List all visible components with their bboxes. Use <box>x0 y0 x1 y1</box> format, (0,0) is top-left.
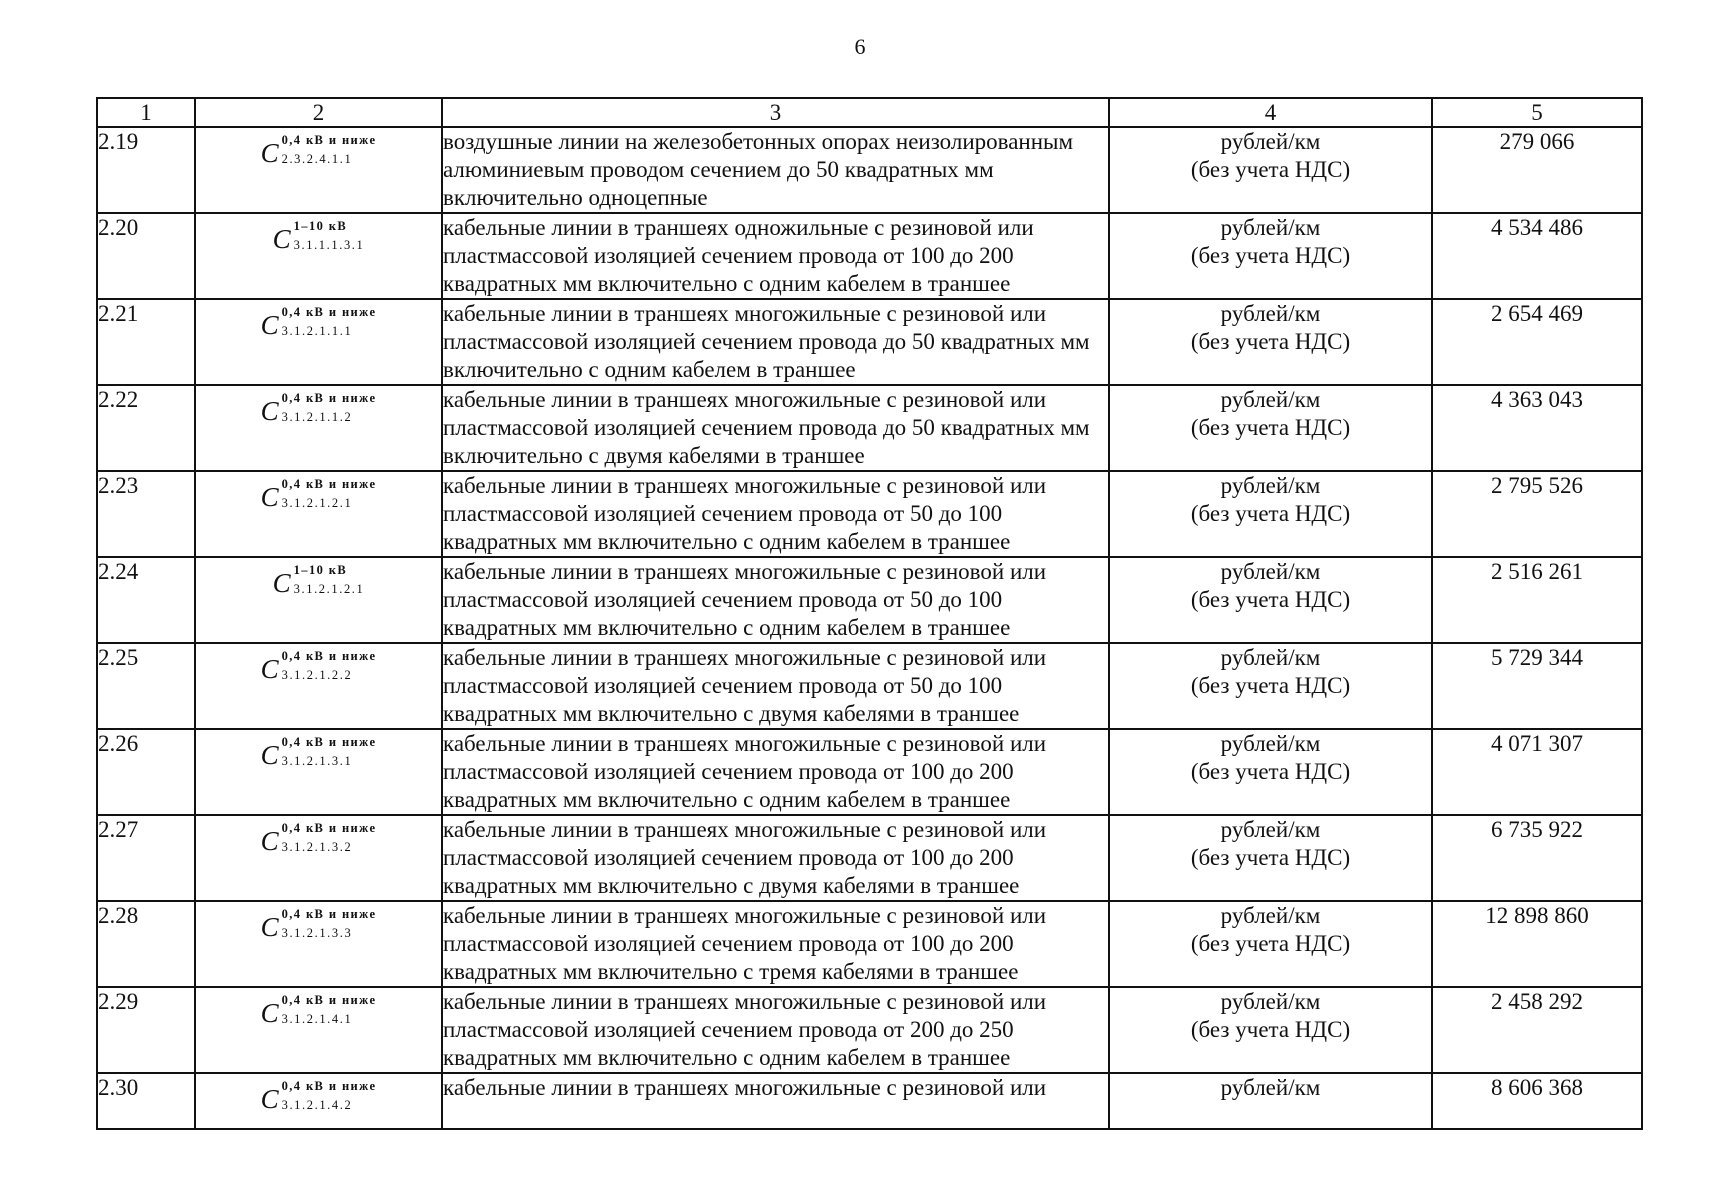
unit-cell <box>1109 815 1432 901</box>
row-number: 2.30 <box>97 1073 195 1129</box>
unit-main: рублей/км <box>1220 989 1321 1014</box>
unit-main: рублей/км <box>1220 645 1321 670</box>
value-cell: 4 534 486 <box>1432 213 1642 299</box>
voltage-superscript: 0,4 кВ и ниже <box>281 907 377 921</box>
unit-note: (без учета НДС) <box>1190 1017 1351 1042</box>
code-subscript: 3.1.2.1.2.1 <box>281 496 353 510</box>
voltage-superscript: 0,4 кВ и ниже <box>281 649 377 663</box>
table-body <box>97 127 1642 1129</box>
rate-symbol: C <box>260 654 279 684</box>
rates-table <box>96 97 1643 1130</box>
unit-note: (без учета НДС) <box>1190 587 1351 612</box>
unit-main: рублей/км <box>1220 1075 1321 1100</box>
rate-symbol: C <box>260 740 279 770</box>
rate-code-cell <box>195 557 442 643</box>
rate-code-cell <box>195 213 442 299</box>
rate-indices <box>282 304 377 339</box>
unit-note: (без учета НДС) <box>1190 845 1351 870</box>
rate-code-cell <box>195 643 442 729</box>
rate-symbol: C <box>260 482 279 512</box>
value-cell: 12 898 860 <box>1432 901 1642 987</box>
rate-formula <box>261 820 377 856</box>
unit-main: рублей/км <box>1220 387 1321 412</box>
unit-cell <box>1109 1073 1432 1129</box>
table-row <box>97 299 1642 385</box>
description-cell: кабельные линии в траншеях многожильные с резиновой или пластмассовой изоляцией сечением провода от 50 до 100 квадратных мм включительно с двумя кабелями в траншее <box>442 643 1109 729</box>
unit-cell <box>1109 385 1432 471</box>
table-row <box>97 815 1642 901</box>
rate-formula <box>261 648 377 684</box>
description-cell: кабельные линии в траншеях многожильные с резиновой или пластмассовой изоляцией сечением провода от 50 до 100 квадратных мм включительно с одним кабелем в траншее <box>442 471 1109 557</box>
rate-formula <box>261 1078 377 1114</box>
value-cell: 2 654 469 <box>1432 299 1642 385</box>
voltage-superscript: 0,4 кВ и ниже <box>281 391 377 405</box>
unit-main: рублей/км <box>1220 473 1321 498</box>
code-subscript: 3.1.2.1.3.2 <box>281 840 353 854</box>
value-cell: 2 458 292 <box>1432 987 1642 1073</box>
description-cell: кабельные линии в траншеях многожильные с резиновой или пластмассовой изоляцией сечением провода от 100 до 200 квадратных мм включительно с тремя кабелями в траншее <box>442 901 1109 987</box>
page-number: 6 <box>854 34 866 59</box>
unit-note: (без учета НДС) <box>1190 673 1351 698</box>
unit-main: рублей/км <box>1220 903 1321 928</box>
rate-indices <box>294 562 365 597</box>
value-cell: 2 516 261 <box>1432 557 1642 643</box>
row-number: 2.28 <box>97 901 195 987</box>
row-number: 2.25 <box>97 643 195 729</box>
code-subscript: 3.1.1.1.3.1 <box>293 238 365 252</box>
code-subscript: 3.1.2.1.4.1 <box>281 1012 353 1026</box>
code-subscript: 2.3.2.4.1.1 <box>281 152 353 166</box>
voltage-superscript: 1–10 кВ <box>293 563 348 577</box>
value-cell: 2 795 526 <box>1432 471 1642 557</box>
header-col-1: 1 <box>97 98 195 127</box>
unit-note: (без учета НДС) <box>1190 157 1351 182</box>
description-cell: кабельные линии в траншеях многожильные с резиновой или пластмассовой изоляцией сечением провода от 50 до 100 квадратных мм включительно с одним кабелем в траншее <box>442 557 1109 643</box>
rate-indices <box>282 1078 377 1113</box>
rate-code-cell <box>195 471 442 557</box>
description-cell: кабельные линии в траншеях многожильные с резиновой или пластмассовой изоляцией сечением провода от 100 до 200 квадратных мм включительно с одним кабелем в траншее <box>442 729 1109 815</box>
rate-symbol: C <box>272 224 291 254</box>
rate-indices <box>282 390 377 425</box>
description-cell: кабельные линии в траншеях многожильные с резиновой или <box>442 1073 1109 1129</box>
table-row <box>97 729 1642 815</box>
code-subscript: 3.1.2.1.1.2 <box>281 410 353 424</box>
voltage-superscript: 0,4 кВ и ниже <box>281 305 377 319</box>
unit-note: (без учета НДС) <box>1190 243 1351 268</box>
value-cell: 279 066 <box>1432 127 1642 213</box>
rate-symbol: C <box>272 568 291 598</box>
table-row <box>97 471 1642 557</box>
description-cell: кабельные линии в траншеях многожильные с резиновой или пластмассовой изоляцией сечением провода от 200 до 250 квадратных мм включительно с одним кабелем в траншее <box>442 987 1109 1073</box>
rate-code-cell <box>195 901 442 987</box>
row-number: 2.24 <box>97 557 195 643</box>
value-cell: 6 735 922 <box>1432 815 1642 901</box>
value-cell: 8 606 368 <box>1432 1073 1642 1129</box>
unit-note: (без учета НДС) <box>1190 329 1351 354</box>
rate-formula <box>261 734 377 770</box>
unit-note: (без учета НДС) <box>1190 415 1351 440</box>
rate-indices <box>282 992 377 1027</box>
rate-formula <box>261 906 377 942</box>
code-subscript: 3.1.2.1.2.1 <box>293 582 365 596</box>
rate-symbol: C <box>260 396 279 426</box>
description-cell: воздушные линии на железобетонных опорах неизолированным алюминиевым проводом сечением до 50 квадратных мм включительно одноцепные <box>442 127 1109 213</box>
row-number: 2.29 <box>97 987 195 1073</box>
row-number: 2.21 <box>97 299 195 385</box>
header-row <box>97 98 1642 127</box>
description-cell: кабельные линии в траншеях многожильные с резиновой или пластмассовой изоляцией сечением провода от 100 до 200 квадратных мм включительно с двумя кабелями в траншее <box>442 815 1109 901</box>
rate-symbol: C <box>260 138 279 168</box>
voltage-superscript: 0,4 кВ и ниже <box>281 477 377 491</box>
unit-cell <box>1109 213 1432 299</box>
rate-indices <box>294 218 365 253</box>
rate-symbol: C <box>260 912 279 942</box>
description-cell: кабельные линии в траншеях многожильные с резиновой или пластмассовой изоляцией сечением провода до 50 квадратных мм включительно с одним кабелем в траншее <box>442 299 1109 385</box>
row-number: 2.26 <box>97 729 195 815</box>
rate-code-cell <box>195 127 442 213</box>
rate-formula <box>261 476 377 512</box>
rate-code-cell <box>195 385 442 471</box>
row-number: 2.20 <box>97 213 195 299</box>
rate-indices <box>282 648 377 683</box>
voltage-superscript: 0,4 кВ и ниже <box>281 821 377 835</box>
voltage-superscript: 0,4 кВ и ниже <box>281 993 377 1007</box>
code-subscript: 3.1.2.1.3.3 <box>281 926 353 940</box>
description-cell: кабельные линии в траншеях многожильные с резиновой или пластмассовой изоляцией сечением провода до 50 квадратных мм включительно с двумя кабелями в траншее <box>442 385 1109 471</box>
unit-cell <box>1109 901 1432 987</box>
header-col-4: 4 <box>1109 98 1432 127</box>
description-cell: кабельные линии в траншеях одножильные с резиновой или пластмассовой изоляцией сечением провода от 100 до 200 квадратных мм включительно с одним кабелем в траншее <box>442 213 1109 299</box>
table-row <box>97 127 1642 213</box>
row-number: 2.22 <box>97 385 195 471</box>
rate-formula <box>261 390 377 426</box>
header-col-2: 2 <box>195 98 442 127</box>
unit-main: рублей/км <box>1220 559 1321 584</box>
rate-symbol: C <box>260 310 279 340</box>
rate-indices <box>282 906 377 941</box>
rate-symbol: C <box>260 826 279 856</box>
unit-main: рублей/км <box>1220 731 1321 756</box>
rate-formula <box>261 304 377 340</box>
table-row <box>97 901 1642 987</box>
unit-cell <box>1109 299 1432 385</box>
code-subscript: 3.1.2.1.1.1 <box>281 324 353 338</box>
unit-cell <box>1109 471 1432 557</box>
table-row <box>97 987 1642 1073</box>
rate-symbol: C <box>260 1084 279 1114</box>
unit-cell <box>1109 557 1432 643</box>
rate-code-cell <box>195 1073 442 1129</box>
code-subscript: 3.1.2.1.4.2 <box>281 1098 353 1112</box>
row-number: 2.19 <box>97 127 195 213</box>
table-header <box>97 98 1642 127</box>
value-cell: 5 729 344 <box>1432 643 1642 729</box>
rate-symbol: C <box>260 998 279 1028</box>
unit-cell <box>1109 987 1432 1073</box>
header-col-3: 3 <box>442 98 1109 127</box>
row-number: 2.27 <box>97 815 195 901</box>
rate-code-cell <box>195 299 442 385</box>
unit-note: (без учета НДС) <box>1190 501 1351 526</box>
rate-code-cell <box>195 729 442 815</box>
rate-indices <box>282 734 377 769</box>
rate-code-cell <box>195 987 442 1073</box>
value-cell: 4 363 043 <box>1432 385 1642 471</box>
table-row <box>97 557 1642 643</box>
table-row <box>97 643 1642 729</box>
code-subscript: 3.1.2.1.2.2 <box>281 668 353 682</box>
unit-note: (без учета НДС) <box>1190 759 1351 784</box>
rate-indices <box>282 476 377 511</box>
unit-cell <box>1109 643 1432 729</box>
voltage-superscript: 0,4 кВ и ниже <box>281 133 377 147</box>
unit-main: рублей/км <box>1220 215 1321 240</box>
row-number: 2.23 <box>97 471 195 557</box>
table-row <box>97 213 1642 299</box>
voltage-superscript: 0,4 кВ и ниже <box>281 735 377 749</box>
unit-main: рублей/км <box>1220 817 1321 842</box>
table-row <box>97 385 1642 471</box>
rate-code-cell <box>195 815 442 901</box>
unit-main: рублей/км <box>1220 129 1321 154</box>
unit-cell <box>1109 729 1432 815</box>
voltage-superscript: 1–10 кВ <box>293 219 348 233</box>
table-row <box>97 1073 1642 1129</box>
unit-cell <box>1109 127 1432 213</box>
rate-indices <box>282 132 377 167</box>
code-subscript: 3.1.2.1.3.1 <box>281 754 353 768</box>
unit-main: рублей/км <box>1220 301 1321 326</box>
header-col-5: 5 <box>1432 98 1642 127</box>
voltage-superscript: 0,4 кВ и ниже <box>281 1079 377 1093</box>
rate-formula <box>261 992 377 1028</box>
rate-formula <box>273 562 365 598</box>
unit-note: (без учета НДС) <box>1190 931 1351 956</box>
rate-indices <box>282 820 377 855</box>
rate-formula <box>261 132 377 168</box>
value-cell: 4 071 307 <box>1432 729 1642 815</box>
rate-formula <box>273 218 365 254</box>
